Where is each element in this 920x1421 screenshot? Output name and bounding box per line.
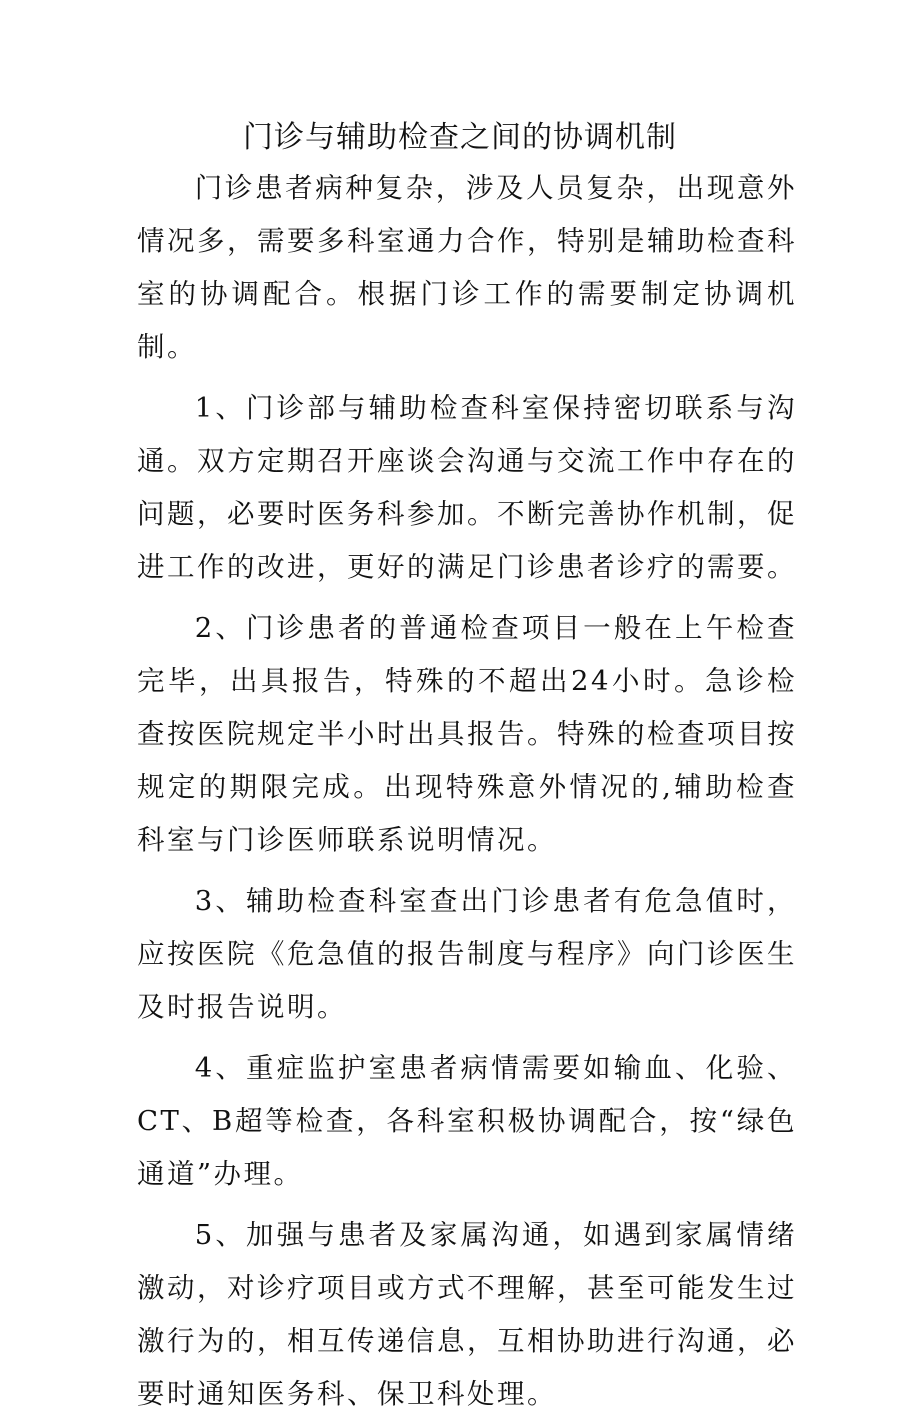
document-body [137, 162, 797, 1421]
document-title: 门诊与辅助检查之间的协调机制 [243, 120, 677, 155]
clause-1-paragraph: 1、门诊部与辅助检查科室保持密切联系与沟通。双方定期召开座谈会沟通与交流工作中存在的问题，必要时医务科参加。不断完善协作机制，促进工作的改进，更好的满足门诊患者诊疗的需要。 [137, 392, 797, 583]
clause-4-paragraph: 4、重症监护室患者病情需要如输血、化验、CT、B超等检查，各科室积极协调配合，按“绿色通道”办理。 [137, 1052, 797, 1190]
clause-3-paragraph: 3、辅助检查科室查出门诊患者有危急值时，应按医院《危急值的报告制度与程序》向门诊医生及时报告说明。 [137, 885, 797, 1023]
clause-2-paragraph: 2、门诊患者的普通检查项目一般在上午检查完毕，出具报告，特殊的不超出24小时。急诊检查按医院规定半小时出具报告。特殊的检查项目按规定的期限完成。出现特殊意外情况的,辅助检查科室与门诊医师联系说明情况。 [137, 612, 797, 856]
intro-paragraph: 门诊患者病种复杂，涉及人员复杂，出现意外情况多，需要多科室通力合作，特别是辅助检查科室的协调配合。根据门诊工作的需要制定协调机制。 [137, 172, 797, 363]
clause-5-paragraph: 5、加强与患者及家属沟通，如遇到家属情绪激动，对诊疗项目或方式不理解，甚至可能发生过激行为的，相互传递信息，互相协助进行沟通，必要时通知医务科、保卫科处理。 [137, 1219, 797, 1410]
